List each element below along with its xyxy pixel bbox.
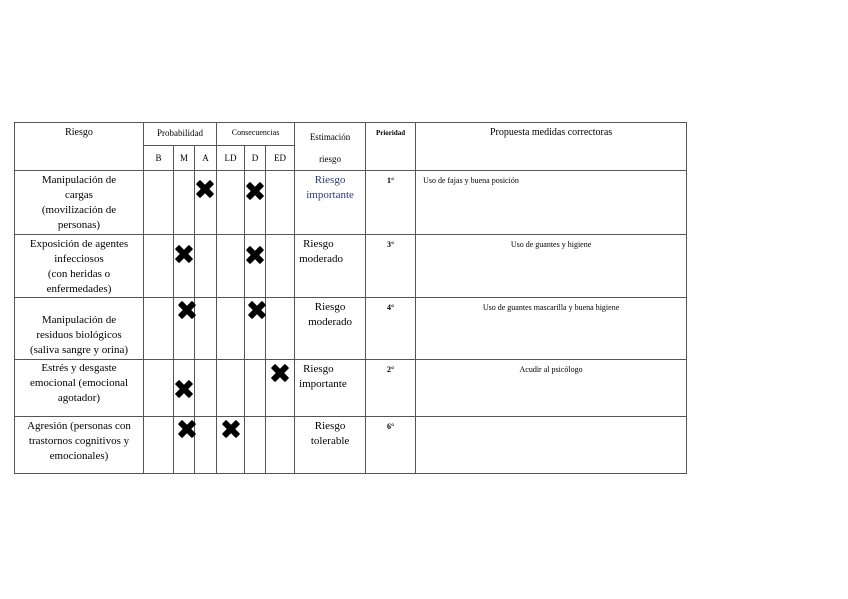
header-consecuencias: Consecuencias (217, 123, 295, 146)
table-row (15, 235, 687, 298)
header-propuesta: Propuesta medidas correctoras (416, 123, 687, 171)
subheader-d: D (245, 145, 266, 170)
x-mark-icon (246, 182, 264, 200)
x-mark-icon (222, 420, 240, 438)
subheader-ed: ED (266, 145, 295, 170)
cell-d (245, 235, 266, 298)
cell-a (195, 417, 217, 474)
prioridad-cell: 6° (366, 417, 416, 474)
cell-d (245, 360, 266, 417)
cell-ld (217, 298, 245, 360)
cell-a (195, 235, 217, 298)
x-mark-icon (178, 301, 196, 319)
prioridad-cell: 2° (366, 360, 416, 417)
cell-m (174, 171, 195, 235)
cell-ed (266, 171, 295, 235)
table-row (15, 417, 687, 474)
cell-m (174, 298, 195, 360)
riesgo-cell: Manipulación de cargas (movilización de personas) (15, 171, 144, 235)
cell-b (144, 171, 174, 235)
cell-d (245, 417, 266, 474)
header-prioridad: Prioridad (366, 123, 416, 171)
cell-b (144, 360, 174, 417)
estimacion-cell: Riesgo tolerable (295, 417, 366, 474)
table-row (15, 360, 687, 417)
subheader-a: A (195, 145, 217, 170)
riesgo-cell: Manipulación de residuos biológicos (saliva sangre y orina) (15, 298, 144, 360)
x-mark-icon (196, 180, 214, 198)
cell-a (195, 360, 217, 417)
cell-b (144, 298, 174, 360)
x-mark-icon (271, 364, 289, 382)
x-mark-icon (175, 245, 193, 263)
x-mark-icon (178, 420, 196, 438)
table-row (15, 171, 687, 235)
cell-b (144, 235, 174, 298)
cell-m (174, 417, 195, 474)
riesgo-cell: Estrés y desgaste emocional (emocional agotador) (15, 360, 144, 417)
riesgo-cell: Exposición de agentes infecciosos (con heridas o enfermedades) (15, 235, 144, 298)
propuesta-cell (416, 417, 687, 474)
prioridad-cell: 4° (366, 298, 416, 360)
subheader-m: M (174, 145, 195, 170)
header-estimacion-line2: riesgo (319, 154, 342, 164)
cell-m (174, 235, 195, 298)
cell-ld (217, 235, 245, 298)
header-estimacion (295, 123, 366, 171)
subheader-ld: LD (217, 145, 245, 170)
propuesta-cell: Uso de guantes mascarilla y buena higiene (416, 298, 687, 360)
risk-table (14, 122, 687, 474)
cell-ld (217, 360, 245, 417)
propuesta-cell: Uso de guantes y higiene (416, 235, 687, 298)
cell-ld (217, 417, 245, 474)
estimacion-cell: Riesgo importante (295, 171, 366, 235)
prioridad-cell: 3° (366, 235, 416, 298)
header-probabilidad: Probabilidad (144, 123, 217, 146)
header-estimacion-line1: Estimación (309, 132, 351, 142)
estimacion-cell: Riesgo importante (295, 360, 366, 417)
cell-a (195, 298, 217, 360)
cell-ed (266, 235, 295, 298)
cell-a (195, 171, 217, 235)
subheader-b: B (144, 145, 174, 170)
x-mark-icon (248, 301, 266, 319)
estimacion-cell: Riesgo moderado (295, 298, 366, 360)
cell-d (245, 298, 266, 360)
cell-m (174, 360, 195, 417)
x-mark-icon (175, 380, 193, 398)
table-row (15, 298, 687, 360)
header-row (15, 123, 687, 146)
prioridad-cell: 1° (366, 171, 416, 235)
cell-ed (266, 298, 295, 360)
riesgo-cell: Agresión (personas con trastornos cognitivos y emocionales) (15, 417, 144, 474)
header-riesgo: Riesgo (15, 123, 144, 171)
cell-ld (217, 171, 245, 235)
cell-ed (266, 417, 295, 474)
cell-d (245, 171, 266, 235)
propuesta-cell: Uso de fajas y buena posición (416, 171, 687, 235)
x-mark-icon (246, 246, 264, 264)
cell-ed (266, 360, 295, 417)
propuesta-cell: Acudir al psicólogo (416, 360, 687, 417)
cell-b (144, 417, 174, 474)
estimacion-cell: Riesgo moderado (295, 235, 366, 298)
